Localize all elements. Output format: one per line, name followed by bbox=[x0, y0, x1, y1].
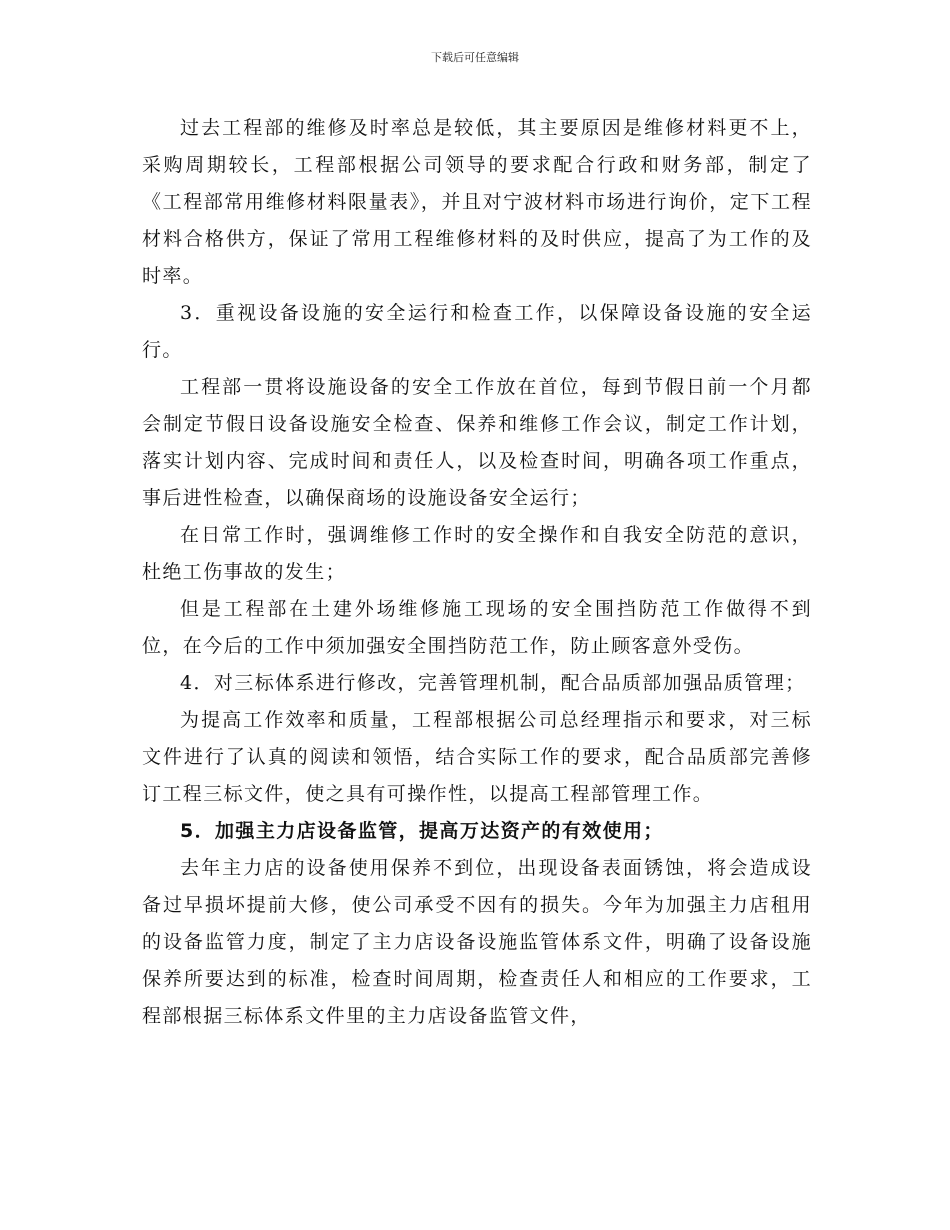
paragraph-holiday-safety-check: 工程部一贯将设施设备的安全工作放在首位，每到节假日前一个月都会制定节假日设备设施安全检查、保养和维修工作会议，制定工作计划，落实计划内容、完成时间和责任人，以及检查时间，明确各项工作重点，事后进性检查，以确保商场的设施设备安全运行； bbox=[142, 376, 812, 509]
section-heading-3-safety: 3．重视设备设施的安全运行和检查工作，以保障设备设施的安全运行。 bbox=[142, 302, 812, 361]
page-header-note: 下载后可任意编辑 bbox=[431, 51, 519, 64]
document-body bbox=[142, 110, 812, 1035]
paragraph-site-barrier: 但是工程部在土建外场维修施工现场的安全围挡防范工作做得不到位，在今后的工作中须加强安全围挡防范工作，防止顾客意外受伤。 bbox=[142, 598, 812, 657]
paragraph-standards-revision: 为提高工作效率和质量，工程部根据公司总经理指示和要求，对三标文件进行了认真的阅读和领悟，结合实际工作的要求，配合品质部完善修订工程三标文件，使之具有可操作性，以提高工程部管理工作。 bbox=[142, 709, 812, 805]
paragraph-daily-safety: 在日常工作时，强调维修工作时的安全操作和自我安全防范的意识，杜绝工伤事故的发生； bbox=[142, 524, 812, 583]
paragraph-materials-supply: 过去工程部的维修及时率总是较低，其主要原因是维修材料更不上，采购周期较长，工程部根据公司领导的要求配合行政和财务部，制定了《工程部常用维修材料限量表》，并且对宁波材料市场进行询价，定下工程材料合格供方，保证了常用工程维修材料的及时供应，提高了为工作的及时率。 bbox=[142, 117, 812, 287]
section-heading-5-anchor-store: 5．加强主力店设备监管，提高万达资产的有效使用； bbox=[180, 820, 664, 842]
paragraph-anchor-store-supervision: 去年主力店的设备使用保养不到位，出现设备表面锈蚀，将会造成设备过早损坏提前大修，使公司承受不因有的损失。今年为加强主力店租用的设备监管力度，制定了主力店设备设施监管体系文件，明确了设备设施保养所要达到的标准，检查时间周期，检查责任人和相应的工作要求，工程部根据三标体系文件里的主力店设备监管文件， bbox=[142, 857, 812, 1027]
section-heading-4-standards: 4．对三标体系进行修改，完善管理机制，配合品质部加强品质管理； bbox=[180, 672, 806, 694]
